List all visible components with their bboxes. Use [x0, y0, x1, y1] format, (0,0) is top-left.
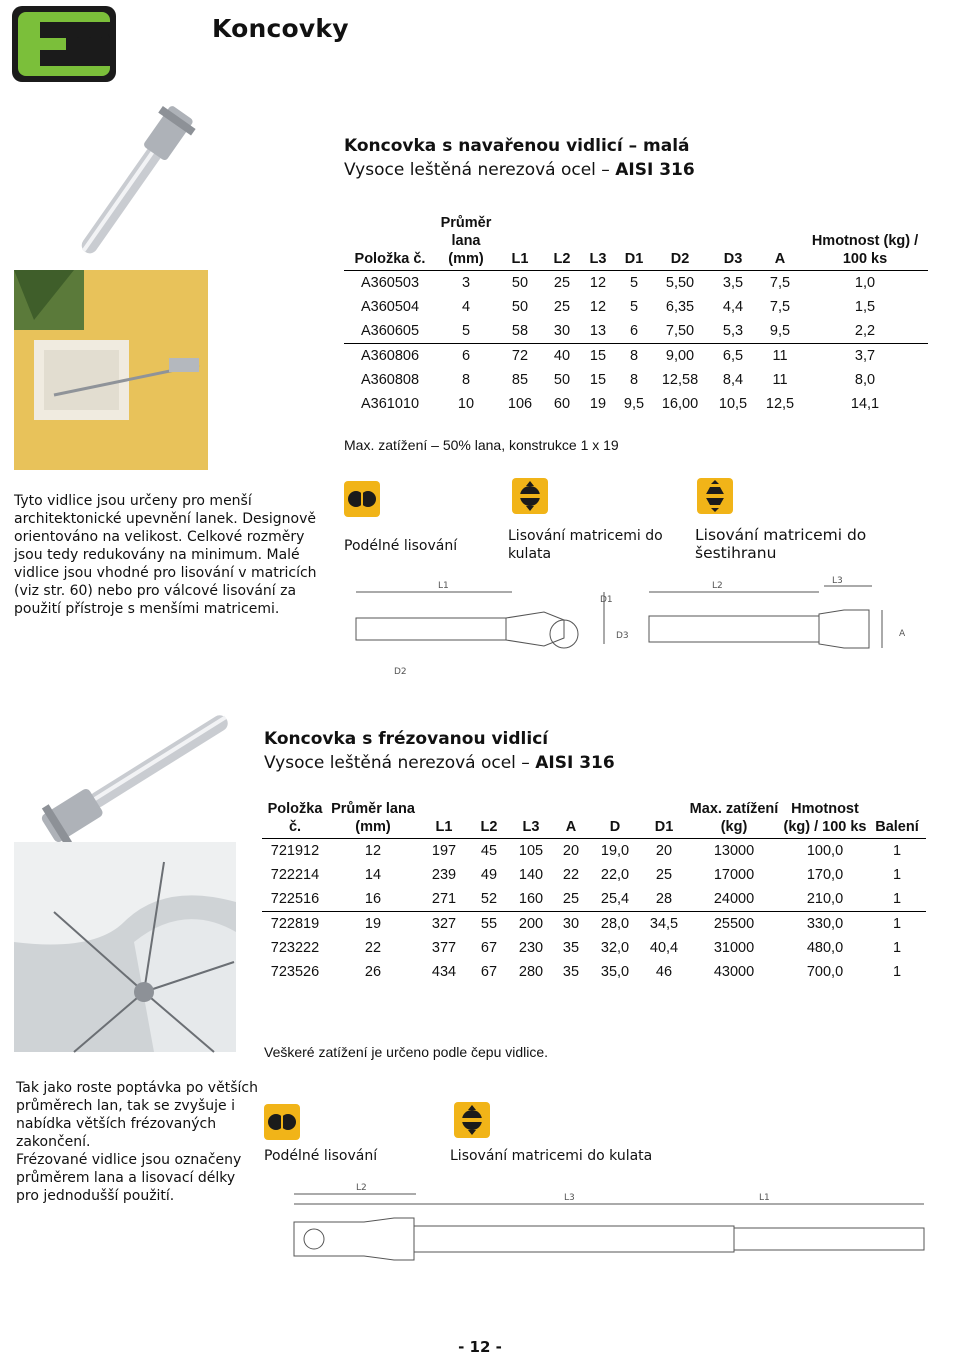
col-d: D [588, 800, 642, 839]
drawing-label-l3: L3 [564, 1193, 575, 1203]
drawing-label-d1: D1 [600, 595, 613, 605]
table-cell: 197 [431, 843, 457, 859]
table-cell: 15 [580, 344, 616, 369]
section2-description [16, 1079, 260, 1205]
table-cell: 28 [655, 891, 673, 907]
table-cell: 5 [629, 299, 639, 315]
section1-spec-table-wrap [344, 214, 928, 416]
longitudinal-crimp-icon [264, 1104, 300, 1140]
table-cell: 200 [508, 912, 554, 937]
table-cell: 25500 [686, 912, 782, 937]
table-row [344, 319, 928, 344]
table-cell: A361010 [360, 396, 420, 412]
table-cell: 9,5 [769, 323, 791, 339]
installation-photo-sail [14, 842, 236, 1052]
drawing-label-l2: L2 [356, 1183, 367, 1193]
table-row [262, 960, 926, 984]
table-cell: 6 [629, 323, 639, 339]
drawing-label-l1: L1 [438, 581, 449, 591]
table-row [262, 839, 926, 864]
table-cell: 35,0 [600, 964, 630, 980]
table-cell: 16,00 [661, 396, 699, 412]
drawing-label-l3: L3 [832, 576, 843, 586]
table-cell: 1 [892, 891, 902, 907]
hex-die-crimp-icon [697, 478, 733, 514]
table-cell: 24000 [713, 891, 755, 907]
table-cell: 35 [562, 964, 580, 980]
table-cell: 22 [364, 940, 382, 956]
table-cell: 30 [554, 912, 588, 937]
section1-spec-table [344, 214, 928, 416]
table-cell: 20 [562, 843, 580, 859]
method-round-label: Lisování matricemi do kulata [508, 528, 663, 562]
table-cell: 722819 [262, 912, 328, 937]
table-cell: A360605 [360, 323, 420, 339]
section1-technical-drawing [344, 574, 904, 684]
section2-subtitle-material: AISI 316 [535, 753, 615, 773]
section2-load-note: Veškeré zatížení je určeno podle čepu vidlice. [264, 1044, 549, 1060]
table-cell: 722516 [270, 891, 320, 907]
page-title: Koncovky [212, 14, 349, 43]
table-cell: 106 [507, 396, 533, 412]
table-cell: 19 [328, 912, 418, 937]
col-diameter: Průměr lana (mm) [328, 800, 418, 839]
table-cell: 1,5 [854, 299, 876, 315]
method-longitudinal-label: Podélné lisování [344, 538, 458, 554]
table-cell: 45 [480, 843, 498, 859]
col-d1: D1 [642, 800, 686, 839]
table-cell: 1 [892, 843, 902, 859]
table-cell: 8 [616, 344, 652, 369]
table-cell: 210,0 [806, 891, 844, 907]
table-cell: 1 [868, 912, 926, 937]
section1-table-header [344, 214, 928, 271]
table-cell: 12,58 [661, 372, 699, 388]
table-cell: 9,5 [623, 396, 645, 412]
table-cell: 9,00 [652, 344, 708, 369]
table-cell: 16 [364, 891, 382, 907]
col-packing: Balení [868, 800, 926, 839]
drawing-label-d2: D2 [394, 667, 407, 677]
table-cell: 67 [480, 940, 498, 956]
table-cell: 5 [461, 323, 471, 339]
table-cell: 72 [496, 344, 544, 369]
table-cell: 12,5 [765, 396, 795, 412]
table-cell: 31000 [713, 940, 755, 956]
col-a: A [758, 214, 802, 271]
table-cell: 25 [562, 891, 580, 907]
table-cell: 5,3 [722, 323, 744, 339]
method-hex-label: Lisování matricemi do šestihranu [695, 526, 867, 562]
drawing-label-l1: L1 [759, 1193, 770, 1203]
table-cell: 700,0 [806, 964, 844, 980]
table-cell: 6 [436, 344, 496, 369]
section2-method-longitudinal-label: Podélné lisování [264, 1148, 378, 1164]
table-cell: 19,0 [600, 843, 630, 859]
section1-subtitle-material: AISI 316 [615, 160, 695, 180]
table-cell: 721912 [270, 843, 320, 859]
table-cell: 14,1 [850, 396, 880, 412]
table-cell: 30 [553, 323, 571, 339]
table-row [344, 344, 928, 369]
table-cell: 4,4 [722, 299, 744, 315]
col-l1: L1 [496, 214, 544, 271]
table-cell: 25,4 [600, 891, 630, 907]
col-d1: D1 [616, 214, 652, 271]
col-diameter: Průměr lana (mm) [436, 214, 496, 271]
table-cell: 327 [418, 912, 470, 937]
table-cell: 22,0 [600, 867, 630, 883]
table-cell: 723222 [270, 940, 320, 956]
longitudinal-crimp-icon [344, 481, 380, 517]
section2-table-header [262, 800, 926, 839]
table-row [344, 368, 928, 392]
installation-photo-wall [14, 270, 208, 470]
table-cell: 170,0 [806, 867, 844, 883]
table-cell: 13000 [713, 843, 755, 859]
table-cell: 25 [553, 299, 571, 315]
table-cell: 330,0 [782, 912, 868, 937]
table-cell: 7,50 [665, 323, 695, 339]
product-photo-small-fork [14, 96, 244, 266]
table-cell: 10 [457, 396, 475, 412]
col-l2: L2 [544, 214, 580, 271]
table-cell: 58 [511, 323, 529, 339]
col-l2: L2 [470, 800, 508, 839]
table-cell: 8,0 [854, 372, 876, 388]
section2-description-2: Frézované vidlice jsou označeny průměrem lana a lisovací délky pro jednodušší použití. [16, 1152, 242, 1204]
product-photo-milled-fork [14, 700, 244, 840]
table-cell: 3 [461, 275, 471, 291]
table-cell: 12 [364, 843, 382, 859]
col-d2: D2 [652, 214, 708, 271]
section2-method-round-label: Lisování matricemi do kulata [450, 1148, 653, 1164]
table-cell: 8 [629, 372, 639, 388]
col-item: Položka č. [262, 800, 328, 839]
section2-spec-table [262, 800, 926, 984]
table-cell: 100,0 [806, 843, 844, 859]
col-max-load: Max. zatížení (kg) [686, 800, 782, 839]
table-cell: 49 [480, 867, 498, 883]
section2-subtitle [264, 753, 615, 773]
table-row [344, 392, 928, 416]
table-cell: 239 [431, 867, 457, 883]
table-cell: 10,5 [718, 396, 748, 412]
section2-technical-drawing [264, 1174, 928, 1284]
table-row [344, 271, 928, 296]
table-cell: 40,4 [649, 940, 679, 956]
table-cell: 2,2 [854, 323, 876, 339]
section1-subtitle-prefix: Vysoce leštěná nerezová ocel – [344, 160, 610, 180]
table-cell: 32,0 [600, 940, 630, 956]
table-cell: 60 [553, 396, 571, 412]
table-cell: 230 [518, 940, 544, 956]
table-cell: 8 [461, 372, 471, 388]
section1-load-note: Max. zatížení – 50% lana, konstrukce 1 x 19 [344, 437, 619, 453]
table-cell: 12 [589, 299, 607, 315]
table-cell: 34,5 [642, 912, 686, 937]
table-row [262, 936, 926, 960]
col-l1: L1 [418, 800, 470, 839]
section2-subtitle-prefix: Vysoce leštěná nerezová ocel – [264, 753, 530, 773]
table-cell: 723526 [270, 964, 320, 980]
table-row [262, 912, 926, 937]
section2-title: Koncovka s frézovanou vidlicí [264, 729, 549, 749]
col-item: Položka č. [344, 214, 436, 271]
drawing-label-d3: D3 [616, 631, 629, 641]
table-cell: 13 [589, 323, 607, 339]
table-cell: 55 [470, 912, 508, 937]
table-cell: 17000 [713, 867, 755, 883]
round-die-crimp-icon [454, 1102, 490, 1138]
section1-subtitle [344, 160, 695, 180]
table-row [344, 295, 928, 319]
table-cell: 43000 [713, 964, 755, 980]
table-cell: A360503 [360, 275, 420, 291]
col-l3: L3 [508, 800, 554, 839]
col-weight: Hmotnost (kg) / 100 ks [782, 800, 868, 839]
section1-description: Tyto vidlice jsou určeny pro menší architektonické upevnění lanek. Designově orientováno na velikost. Celkové rozměry jsou tedy redukovány na minimum. Malé vidlice jsou vhodné pro lisování v matricích (viz str. 60) nebo pro válcové lisování za použití přístroje s menšími matricemi. [14, 493, 317, 617]
table-cell: 22 [562, 867, 580, 883]
table-cell: 15 [589, 372, 607, 388]
table-cell: 25 [553, 275, 571, 291]
table-cell: 377 [431, 940, 457, 956]
table-cell: 3,7 [802, 344, 928, 369]
round-die-crimp-icon [512, 478, 548, 514]
table-row [262, 863, 926, 887]
col-a: A [554, 800, 588, 839]
table-cell: 5,50 [665, 275, 695, 291]
table-cell: 85 [511, 372, 529, 388]
table-cell: 105 [518, 843, 544, 859]
table-cell: 271 [431, 891, 457, 907]
table-cell: 7,5 [769, 275, 791, 291]
table-cell: 1 [892, 964, 902, 980]
table-cell: 722214 [270, 867, 320, 883]
col-weight: Hmotnost (kg) / 100 ks [802, 214, 928, 271]
table-cell: 1 [892, 940, 902, 956]
table-cell: 28,0 [588, 912, 642, 937]
table-cell: 50 [553, 372, 571, 388]
table-cell: 20 [655, 843, 673, 859]
table-row [262, 887, 926, 912]
table-cell: 1 [892, 867, 902, 883]
table-cell: A360808 [360, 372, 420, 388]
drawing-label-l2: L2 [712, 581, 723, 591]
section2-description-1: Tak jako roste poptávka po větších průměrech lan, tak se zvyšuje i nabídka větších frézovaných zakončení. [16, 1080, 258, 1150]
table-cell: 280 [518, 964, 544, 980]
table-cell: 14 [364, 867, 382, 883]
drawing-label-a: A [899, 629, 906, 639]
col-d3: D3 [708, 214, 758, 271]
table-cell: 1,0 [854, 275, 876, 291]
table-cell: 26 [364, 964, 382, 980]
table-cell: 11 [772, 372, 788, 388]
page-number: - 12 - [458, 1338, 502, 1356]
table-cell: 19 [589, 396, 607, 412]
table-cell: 5 [629, 275, 639, 291]
table-cell: 40 [544, 344, 580, 369]
col-l3: L3 [580, 214, 616, 271]
section2-spec-table-wrap [262, 800, 926, 984]
table-cell: A360504 [360, 299, 420, 315]
table-cell: 480,0 [806, 940, 844, 956]
table-cell: 52 [480, 891, 498, 907]
company-logo [12, 6, 116, 82]
table-cell: 160 [518, 891, 544, 907]
table-cell: 35 [562, 940, 580, 956]
table-cell: 11 [758, 344, 802, 369]
table-cell: 12 [589, 275, 607, 291]
table-cell: 434 [431, 964, 457, 980]
section1-title: Koncovka s navařenou vidlicí – malá [344, 136, 690, 156]
table-cell: 67 [480, 964, 498, 980]
table-cell: 140 [518, 867, 544, 883]
table-cell: 6,35 [665, 299, 695, 315]
table-cell: 4 [461, 299, 471, 315]
table-cell: 6,5 [708, 344, 758, 369]
table-cell: 50 [511, 299, 529, 315]
table-cell: 46 [655, 964, 673, 980]
table-cell: 3,5 [722, 275, 744, 291]
table-cell: 7,5 [769, 299, 791, 315]
table-cell: 8,4 [722, 372, 744, 388]
table-cell: 50 [511, 275, 529, 291]
table-cell: A360806 [344, 344, 436, 369]
table-cell: 25 [655, 867, 673, 883]
